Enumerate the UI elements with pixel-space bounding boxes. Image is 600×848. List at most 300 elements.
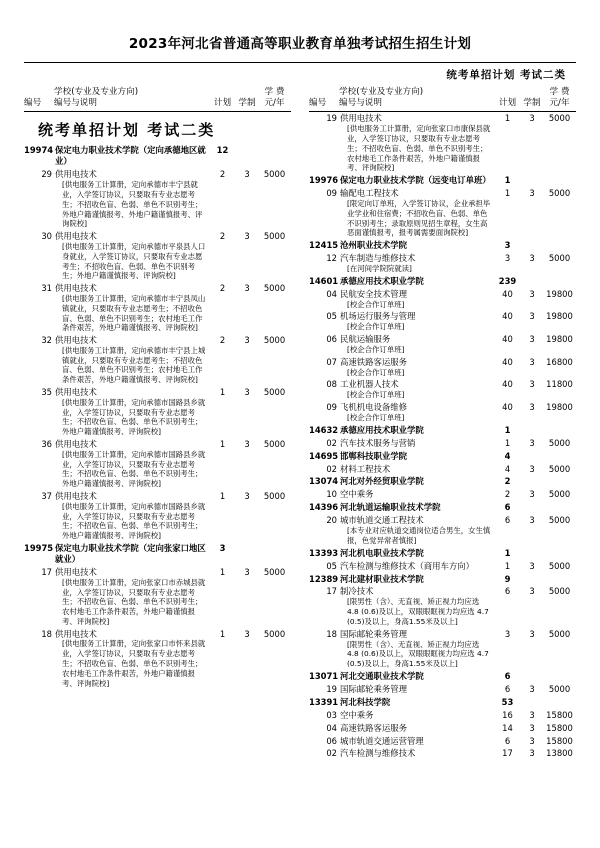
row-note: [供电服务工计算册，定向张家口市怀来县就业，入学签订协议，只要取有专业志愿考生；不招收色盲、色弱、单色不识别考生；农村地毛工作条件艰苦，外地户籍谨慎报考、评询院校]: [62, 639, 206, 688]
school-row: [24, 542, 291, 566]
row-code: 12389: [309, 573, 339, 584]
row-code: 05: [326, 560, 337, 571]
row-year: 3: [529, 735, 535, 746]
row-fee: 5000: [548, 463, 571, 474]
row-name-text: 机场运行服务与管理: [340, 311, 416, 322]
row-year: 3: [244, 439, 250, 449]
row-plan: 2: [219, 169, 226, 180]
row-note: [限男性（含）、无直视、矫正视力均应选 4.8 (0.6)及以上，双眼眼眶视力均应选 4.7 (0.5)及以上，身高1.55米及以上]: [347, 639, 489, 669]
major-row: [309, 747, 576, 760]
row-year: [521, 670, 543, 683]
header-name: [54, 87, 209, 110]
row-plan: 3: [504, 240, 511, 251]
row-plan: 1: [504, 560, 511, 571]
row-year: 3: [244, 231, 250, 242]
row-note: [供电服务工计算册，定向承德市丰宁县上城镇就业，只要取有专业志愿考生；不招收色盲、色弱、单色不识别考生；农村地毛工作条件艰苦，外地户籍谨慎报考、评询院校]: [62, 345, 206, 385]
major-row: [309, 560, 576, 573]
row-code: 17: [41, 566, 52, 577]
row-name: [339, 437, 494, 450]
row-note: [供电服务工计算册，定向承德市丰宁县凤山镇就业，只要取有专业志愿考生；不招收色盲、色弱、单色不识别考生；农村地毛工作条件艰苦，外地户籍谨慎报考、评询院校]: [62, 293, 206, 333]
row-plan: 14: [502, 722, 513, 733]
school-row: [309, 547, 576, 560]
row-name: [339, 239, 494, 252]
section-title: 统考单招计划 考试二类: [38, 121, 216, 140]
row-year: 3: [529, 334, 535, 345]
row-name-text: 河北对外经贸职业学院: [340, 476, 424, 487]
row-name-text: 供用电技术: [55, 439, 97, 449]
row-code: 12415: [309, 240, 339, 251]
major-row: [24, 386, 291, 438]
row-name-text: 空中乘务: [340, 709, 374, 720]
row-code: 37: [41, 490, 52, 501]
row-code: 05: [326, 311, 337, 322]
row-fee: 5000: [263, 335, 286, 346]
row-plan: 1: [504, 188, 511, 199]
row-code: 12: [326, 253, 337, 264]
row-name: [339, 501, 494, 514]
school-row: [309, 670, 576, 683]
header-name-line2: 编号与说明: [54, 97, 97, 108]
row-name: [339, 514, 494, 546]
row-fee: 19800: [546, 402, 573, 413]
row-name: [54, 490, 209, 542]
row-name: [339, 709, 494, 722]
row-plan: 4: [504, 450, 511, 461]
row-fee: 5000: [263, 231, 286, 242]
row-fee: 5000: [263, 169, 286, 180]
row-name: [339, 683, 494, 696]
row-fee: 19800: [546, 334, 573, 345]
row-note: [限定向订单班，入学签订协议，企业承担毕业学业和住宿费；不招收色盲、色弱、单色不识别考生；录取原则见招生章程，女生高恶面谨慎报考，报考属需要面询院校]: [347, 199, 491, 238]
row-year: 3: [529, 748, 535, 759]
table-header-row: [24, 87, 291, 110]
row-name: [54, 542, 209, 566]
row-year: 3: [244, 566, 250, 577]
row-code: 09: [326, 402, 337, 413]
major-row: [309, 401, 576, 424]
row-name: [339, 252, 494, 275]
row-name-text: 汽车技术服务与营销: [340, 437, 416, 448]
row-code: 19976: [309, 175, 339, 186]
row-code: 04: [326, 288, 337, 299]
row-fee: [543, 475, 576, 488]
row-fee: 16800: [546, 356, 573, 367]
row-note: [校企合作订单班]: [347, 322, 405, 332]
row-plan: 40: [502, 379, 513, 390]
row-plan: 40: [502, 311, 513, 322]
row-code: 18: [41, 628, 52, 639]
row-fee: [543, 573, 576, 586]
row-fee: [543, 670, 576, 683]
row-code: 30: [41, 231, 52, 242]
row-year: [521, 547, 543, 560]
row-name: [54, 334, 209, 386]
table-header-row: [309, 87, 576, 110]
row-year: 3: [529, 586, 535, 597]
row-plan: 17: [502, 748, 513, 759]
row-code: 07: [326, 356, 337, 367]
row-name-text: 输配电工程技术: [340, 188, 399, 199]
row-fee: [258, 542, 291, 566]
major-row: [309, 288, 576, 311]
row-name: [339, 450, 494, 463]
row-name-text: 制冷技术: [340, 586, 374, 597]
row-name: [339, 670, 494, 683]
major-row: [309, 683, 576, 696]
row-year: 3: [529, 402, 535, 413]
row-plan: 9: [504, 573, 511, 584]
row-fee: [543, 696, 576, 709]
row-code: 06: [326, 735, 337, 746]
row-name-text: 民航安全技术管理: [340, 288, 407, 299]
header-fee-line1: 学 费: [549, 87, 570, 97]
row-name-text: 承德应用技术职业学院: [340, 424, 424, 435]
row-code: 32: [41, 335, 52, 346]
row-year: [521, 450, 543, 463]
row-code: 14601: [309, 275, 339, 286]
row-name: [54, 438, 209, 490]
row-note: [供电服务工计算册，定向承德市国路县乡就业，入学签订协议，只要取有专业志愿考生；不招收色盲、色弱、单色不识别考生；外地户籍谨慎报考、评询院校]: [62, 501, 206, 541]
row-fee: 5000: [263, 490, 286, 501]
row-fee: 11800: [546, 379, 573, 390]
left-column: [24, 87, 300, 689]
row-plan: 6: [504, 735, 511, 746]
row-plan: 2: [219, 283, 226, 294]
row-plan: 1: [219, 439, 226, 449]
row-code: 14695: [309, 450, 339, 461]
row-code: 31: [41, 283, 52, 294]
major-row: [24, 282, 291, 334]
major-row: [309, 310, 576, 333]
row-fee: 5000: [548, 683, 571, 694]
school-row: [309, 424, 576, 437]
row-plan: 6: [504, 586, 511, 597]
running-head: 统考单招计划 考试二类: [446, 69, 566, 81]
row-plan: 1: [219, 566, 226, 577]
row-name: [339, 696, 494, 709]
row-name: [339, 378, 494, 401]
row-code: 29: [41, 169, 52, 180]
row-fee: 13800: [546, 748, 573, 759]
row-fee: 5000: [263, 628, 286, 639]
row-name: [339, 475, 494, 488]
row-plan: 1: [504, 175, 511, 186]
row-year: 3: [529, 722, 535, 733]
row-name-text: 供用电技术: [55, 490, 97, 501]
row-name: [339, 310, 494, 333]
school-row: [309, 239, 576, 252]
row-fee: 5000: [548, 253, 571, 264]
row-year: 3: [529, 311, 535, 322]
row-plan: 2: [219, 335, 226, 346]
major-row: [309, 378, 576, 401]
section-title-row: [24, 112, 291, 145]
row-name-text: 城市轨道交通工程技术: [340, 515, 424, 526]
row-plan: 6: [504, 515, 511, 526]
row-fee: [543, 501, 576, 514]
school-row: [24, 144, 291, 168]
row-name: [339, 401, 494, 424]
right-column: [300, 87, 576, 760]
row-fee: [543, 450, 576, 463]
row-name-text: 材料工程技术: [340, 463, 391, 474]
row-year: 3: [529, 489, 535, 500]
row-plan: 6: [504, 502, 511, 513]
row-name-text: 邯郸科技职业学院: [340, 450, 407, 461]
row-plan: 1: [504, 547, 511, 558]
row-plan: 3: [504, 253, 511, 264]
row-year: 3: [529, 113, 535, 124]
row-year: [521, 475, 543, 488]
row-note: [校企合作订单班]: [347, 367, 405, 377]
row-code: 04: [326, 722, 337, 733]
two-column-body: [24, 87, 576, 760]
row-year: 3: [529, 709, 535, 720]
row-year: 3: [244, 169, 250, 180]
row-fee: 5000: [548, 628, 571, 639]
row-name: [54, 628, 209, 690]
row-name: [339, 356, 494, 379]
major-row: [309, 628, 576, 670]
row-plan: 1: [504, 113, 511, 124]
row-name-text: 河北科技学院: [340, 696, 391, 707]
row-code: 19: [326, 113, 337, 124]
row-year: 3: [529, 356, 535, 367]
row-year: [521, 573, 543, 586]
row-code: 19974: [24, 145, 54, 156]
row-plan: 3: [504, 628, 511, 639]
row-name: [339, 573, 494, 586]
row-fee: [543, 547, 576, 560]
row-code: 02: [326, 748, 337, 759]
row-plan: 4: [504, 463, 511, 474]
row-name: [54, 566, 209, 628]
row-plan: 1: [219, 490, 226, 501]
major-row: [24, 566, 291, 628]
row-plan: 3: [219, 542, 226, 553]
row-name-text: 保定电力职业技术学院（远变电订单班）: [340, 175, 491, 186]
row-fee: 15800: [546, 735, 573, 746]
row-code: 02: [326, 463, 337, 474]
row-name: [54, 386, 209, 438]
row-name-text: 汽车检测与维修技术: [340, 748, 416, 759]
row-note: [限男性（含）、无直视、矫正视力均应选 4.8 (0.6)及以上，双眼眼眶视力均应选 4.7 (0.5)及以上，身高1.55米及以上]: [347, 597, 489, 626]
row-name: [54, 144, 209, 168]
row-code: 13074: [309, 476, 339, 487]
row-plan: 40: [502, 334, 513, 345]
major-row: [309, 514, 576, 546]
header-duration: 学制: [238, 97, 256, 108]
row-plan: 6: [504, 670, 511, 681]
row-fee: 5000: [263, 283, 286, 294]
row-note: [供电服务工计算册，定向张家口市康保县就业，入学签订协议，只要取有专业志愿考生；不招收色盲、色弱、单色不识别考生；农村地毛工作条件艰苦，外地户籍谨慎报考、评询院校]: [347, 124, 491, 173]
row-name: [54, 230, 209, 282]
header-plan: 计划: [498, 97, 517, 108]
header-code: 编号: [309, 97, 327, 108]
row-plan: 40: [502, 356, 513, 367]
row-name-text: 供用电技术: [55, 231, 97, 242]
row-year: 3: [244, 628, 250, 639]
header-fee-line2: 元/年: [549, 97, 570, 108]
major-row: [24, 438, 291, 490]
row-name: [339, 628, 494, 670]
school-row: [309, 696, 576, 709]
row-code: 20: [326, 515, 337, 526]
row-fee: 5000: [548, 188, 571, 199]
row-code: 36: [41, 439, 52, 449]
row-name-text: 空中乘务: [340, 489, 374, 500]
school-row: [309, 573, 576, 586]
row-name-text: 民航运输服务: [340, 334, 391, 345]
row-fee: 5000: [548, 515, 571, 526]
left-table: [24, 87, 291, 689]
row-name: [339, 547, 494, 560]
row-code: 18: [326, 628, 337, 639]
row-name-text: 供用电技术: [55, 283, 97, 294]
row-name-text: 供用电技术: [55, 387, 97, 398]
row-year: [521, 239, 543, 252]
header-duration: 学制: [523, 97, 541, 108]
row-year: [521, 424, 543, 437]
row-fee: 5000: [263, 439, 286, 449]
row-name-text: 河北机电职业技术学院: [340, 547, 424, 558]
row-year: [236, 144, 258, 168]
row-fee: 5000: [548, 437, 571, 448]
row-code: 35: [41, 387, 52, 398]
row-plan: 2: [219, 231, 226, 242]
row-name-text: 供用电技术: [55, 169, 97, 180]
row-code: 02: [326, 437, 337, 448]
major-row: [24, 490, 291, 542]
row-name-text: 国际邮轮乘务管理: [340, 683, 407, 694]
row-code: 19: [326, 683, 337, 694]
row-year: 3: [529, 253, 535, 264]
row-year: 3: [529, 515, 535, 526]
school-row: [309, 450, 576, 463]
row-year: [236, 542, 258, 566]
row-name: [339, 722, 494, 735]
row-fee: 5000: [548, 560, 571, 571]
row-fee: 19800: [546, 311, 573, 322]
row-name-text: 供用电技术: [55, 628, 97, 639]
left-rows: [24, 144, 291, 689]
major-row: [24, 334, 291, 386]
row-code: 10: [326, 489, 337, 500]
row-name-text: 供用电技术: [55, 335, 97, 346]
row-year: 3: [529, 288, 535, 299]
row-year: [521, 696, 543, 709]
row-name-text: 河北轨道运输职业技术学院: [340, 502, 441, 513]
header-fee-line1: 学 费: [264, 87, 285, 97]
row-name-text: 工业机器人技术: [340, 379, 399, 390]
row-code: 13391: [309, 696, 339, 707]
row-fee: 5000: [263, 387, 286, 398]
row-plan: 239: [498, 275, 517, 286]
row-name: [339, 275, 494, 288]
row-note: [供电服务工计算册，定向承德市丰宁县就业，入学签订协议，只要取有专业志愿考生；不招收色盲、色弱、单色不识别考生；外地户籍谨慎报考、外地户籍谨慎报考、评询院校]: [62, 180, 203, 229]
row-plan: 1: [504, 424, 511, 435]
row-plan: 16: [502, 709, 513, 720]
row-name: [339, 112, 494, 174]
row-name: [339, 735, 494, 748]
row-plan: 1: [219, 628, 226, 639]
row-plan: 1: [504, 437, 511, 448]
row-name: [339, 585, 494, 627]
row-fee: 15800: [546, 709, 573, 720]
row-name: [54, 282, 209, 334]
row-year: 3: [529, 683, 535, 694]
major-row: [24, 628, 291, 690]
row-name-text: 高速铁路客运服务: [340, 356, 407, 367]
row-name: [339, 174, 494, 187]
major-row: [309, 356, 576, 379]
row-note: [校企合作订单班]: [347, 413, 405, 423]
row-name-text: 河北交通职业技术学院: [340, 670, 424, 681]
row-name: [339, 288, 494, 311]
row-year: 3: [529, 379, 535, 390]
row-year: 3: [529, 437, 535, 448]
row-code: 19975: [24, 542, 54, 553]
row-note: [供电服务工计算册，定向承德市国路县乡就业，入学签订协议，只要取有专业志愿考生；不招收色盲、色弱、单色不识别考生；外地户籍谨慎报考、评询院校]: [62, 397, 206, 437]
row-year: [521, 275, 543, 288]
row-name-text: 河北建材职业技术学院: [340, 573, 424, 584]
row-fee: [543, 239, 576, 252]
row-name-text: 汽车制造与维修技术: [340, 253, 416, 264]
row-year: 3: [529, 560, 535, 571]
row-name-text: 供用电技术: [55, 566, 97, 577]
row-fee: [543, 424, 576, 437]
school-row: [309, 475, 576, 488]
major-row: [309, 709, 576, 722]
major-row: [24, 230, 291, 282]
row-name-text: 保定电力职业技术学院（定向张家口地区就业）: [55, 542, 206, 564]
row-note: [供电服务工计算册，定向承德市国路县乡就业，入学签订协议，只要取有专业志愿考生；不招收色盲、色弱、单色不识别考生；外地户籍谨慎报考、评询院校]: [62, 449, 206, 489]
header-fee: [543, 87, 576, 110]
header-code: 编号: [24, 97, 42, 108]
row-code: 06: [326, 334, 337, 345]
row-name-text: 飞机机电设备维修: [340, 402, 407, 413]
row-plan: 2: [504, 476, 511, 487]
page-title: 2023年河北省普通高等职业教育单独考试招生招生计划: [128, 36, 472, 52]
row-code: 03: [326, 709, 337, 720]
header-name: [339, 87, 494, 110]
major-row: [309, 187, 576, 239]
row-fee: [543, 275, 576, 288]
row-code: 13393: [309, 547, 339, 558]
row-year: 3: [244, 490, 250, 501]
header-name-line1: 学校(专业及专业方向): [339, 87, 424, 97]
right-table: [309, 87, 576, 760]
major-row: [309, 735, 576, 748]
row-year: 3: [244, 335, 250, 346]
school-row: [309, 174, 576, 187]
row-code: 08: [326, 379, 337, 390]
major-row: [309, 112, 576, 174]
row-name-text: 汽车检测与维修技术（商用车方向）: [340, 560, 474, 571]
major-row: [309, 463, 576, 476]
row-name: [339, 424, 494, 437]
title-divider: [24, 62, 576, 63]
row-name: [339, 463, 494, 476]
row-name: [339, 747, 494, 760]
row-plan: 2: [504, 489, 511, 500]
row-name-text: 国际邮轮乘务管理: [340, 628, 407, 639]
row-note: [本专业对应轨道交通岗位适合男生，女生慎报，色觉异常者慎报]: [347, 526, 491, 545]
row-plan: 6: [504, 683, 511, 694]
header-name-line1: 学校(专业及专业方向): [54, 87, 139, 97]
major-row: [309, 333, 576, 356]
row-plan: 53: [501, 696, 514, 707]
